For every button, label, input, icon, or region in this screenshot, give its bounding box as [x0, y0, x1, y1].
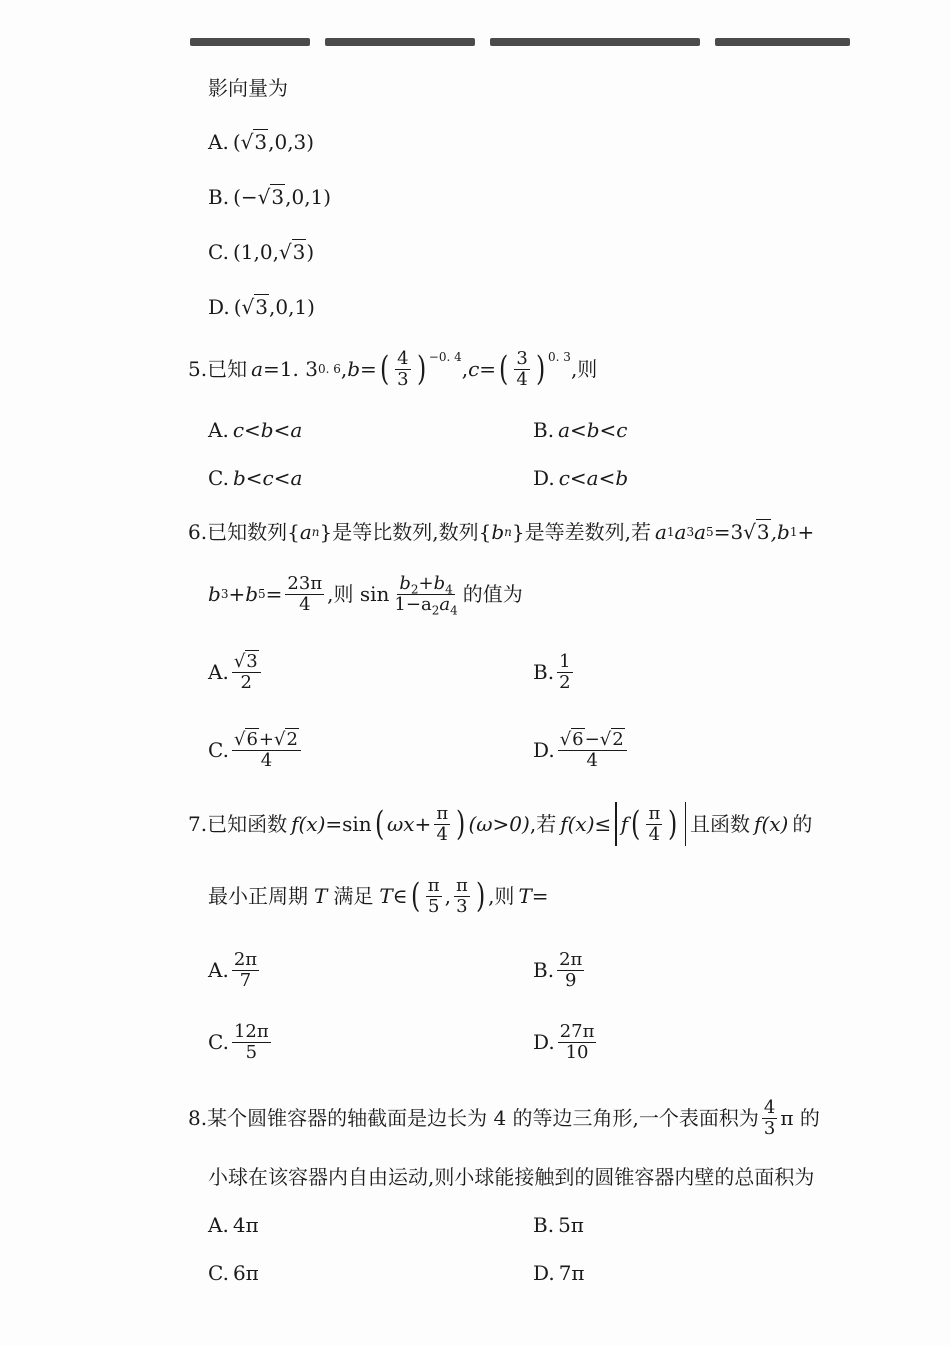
q6-option-a: A. $\frac{√3}{2}$ [208, 648, 264, 696]
q5-option-d: D. c<a<b [533, 466, 629, 490]
q8-option-d: D. 7π [533, 1261, 585, 1285]
q7-option-a: A. $\frac{2\pi}{7}$ [208, 948, 258, 991]
q7-option-d: D. $\frac{27\pi}{10}$ [533, 1020, 595, 1063]
q6-option-c: C. $\frac{√6+√2}{4}$ [208, 726, 304, 774]
q5-stem: 5. 已知 a =1. 3 0. 6 , b = ( $\frac{4}{3}$ ) $^{-0. 4}$ , c = ( $\frac{3}{4}$ ) $^{0. 3}$ ,则 [188, 347, 598, 390]
q5-option-c: C. b<c<a [208, 466, 303, 490]
q8-option-c: C. 6π [208, 1261, 259, 1285]
q5-option-a: A. c<b<a [208, 418, 303, 442]
q7-stem-line1: 7. 已知函数 f(x) =sin ( ωx+ $\frac{\pi}{4}$ ) (ω>0) ,若 f(x) ≤ f ( $\frac{\pi}{4}$ ) 且函数 f(x) 的 [188, 802, 813, 845]
q4-stem-tail: 影向量为 [208, 76, 288, 100]
q4-option-c: C. (1,0, √3 ) [208, 240, 315, 264]
q6-option-b: B. $\frac{1}{2}$ [533, 650, 571, 693]
q7-stem-line2: 最小正周期 T 满足 T ∈ ( $\frac{\pi}{5}$ , $\frac{\pi}{3}$ ) ,则 T = [208, 874, 549, 917]
cut-off-text-line [190, 28, 850, 50]
q6-stem-line1: 6. 已知数列{ a n }是等比数列,数列{ b n }是等差数列,若 a 1 a 3 a 5 =3 √3 ,b 1 + [188, 520, 815, 544]
q4-option-a: A. ( √3 ,0,3) [208, 130, 315, 154]
q6-option-d: D. $\frac{√6-√2}{4}$ [533, 726, 630, 774]
q8-option-b: B. 5π [533, 1213, 584, 1237]
q8-stem-line2: 小球在该容器内自由运动,则小球能接触到的圆锥容器内壁的总面积为 [208, 1165, 815, 1189]
q4-option-d: D. ( √3 ,0,1) [208, 295, 315, 319]
q7-option-b: B. $\frac{2\pi}{9}$ [533, 948, 583, 991]
q7-option-c: C. $\frac{12\pi}{5}$ [208, 1020, 269, 1063]
q8-stem-line1: 8. 某个圆锥容器的轴截面是边长为 4 的等边三角形,一个表面积为 $\frac{4}{3}$ π 的 [188, 1096, 820, 1139]
q8-option-a: A. 4π [208, 1213, 259, 1237]
q5-option-b: B. a<b<c [533, 418, 628, 442]
q4-option-b: B. (− √3 ,0,1) [208, 185, 332, 209]
q6-stem-line2: b 3 +b 5 = $\frac{23\pi}{4}$ ,则 sin $\frac{b_2+b_4}{1-a_2a_4}$ 的值为 [208, 572, 523, 618]
